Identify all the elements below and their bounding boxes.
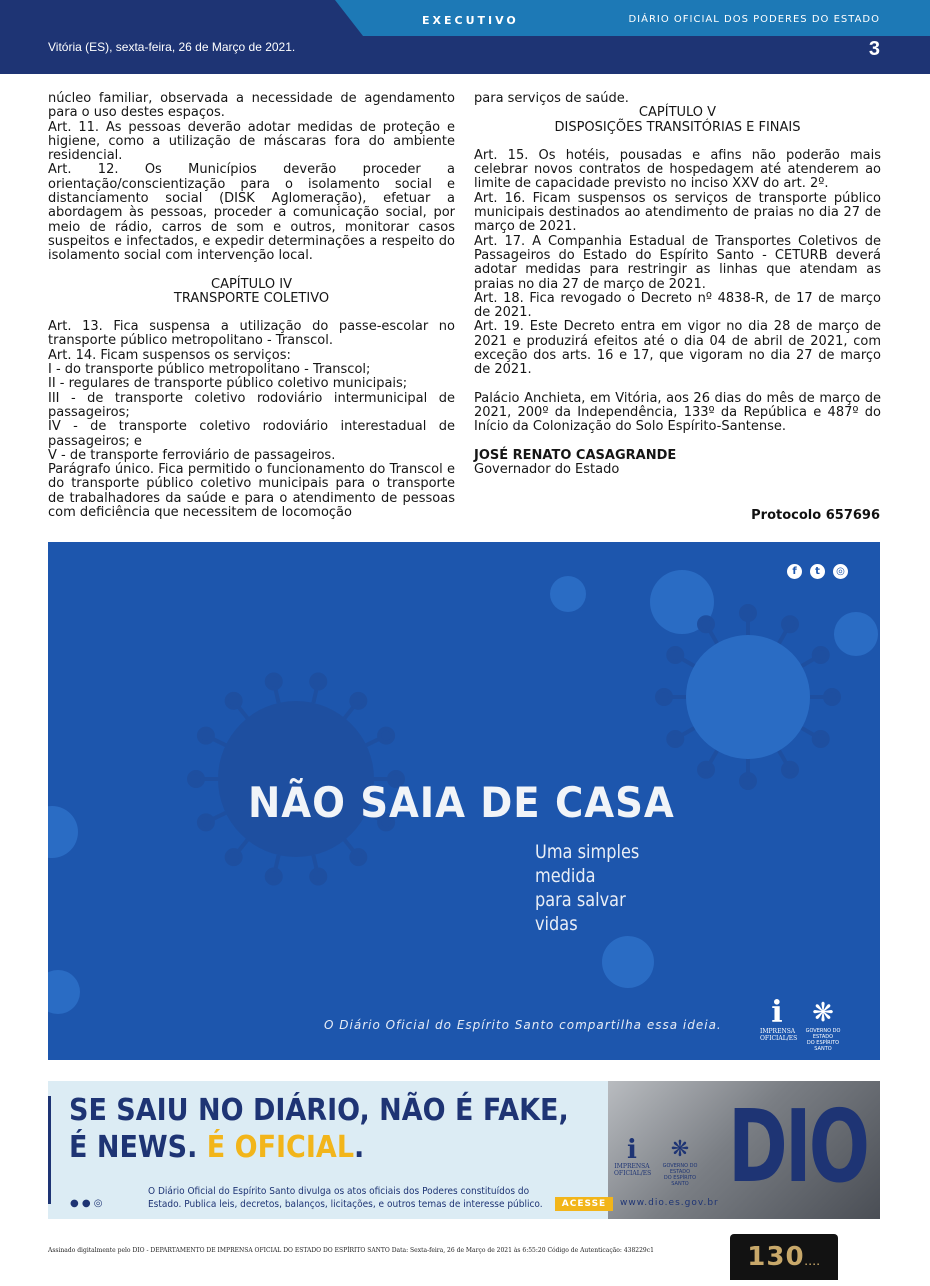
- covid-banner: [48, 542, 880, 1060]
- paragraph: Art. 11. As pessoas deverão adotar medidas de proteção e higiene, como a utilização de máscaras fora do ambiente residencial.: [48, 119, 455, 164]
- dio-banner-description: O Diário Oficial do Espírito Santo divulga os atos oficiais dos Poderes constituídos do Estado. Publica leis, decretos, balanços, licitações, e outros temas de interesse público.: [148, 1186, 543, 1210]
- chapter-heading: TRANSPORTE COLETIVO: [173, 290, 330, 306]
- virus-spike-tip: [657, 690, 671, 704]
- banner-footer-text: O Diário Oficial do Espírito Santo compartilha essa ideia.: [324, 1018, 722, 1032]
- virus-spike-tip: [189, 772, 203, 786]
- facebook-icon[interactable]: f: [787, 564, 802, 579]
- paragraph: Art. 14. Ficam suspensos os serviços:: [48, 347, 291, 363]
- header-section-label: EXECUTIVO: [422, 14, 519, 27]
- paragraph: V - de transporte ferroviário de passageiros.: [48, 447, 336, 463]
- paragraph: Art. 16. Ficam suspensos os serviços de transporte público municipais destinados ao atendimento de praias no dia 27 de março de 2021.: [474, 190, 881, 235]
- imprensa-oficial-logo: i IMPRENSA OFICIAL/ES: [760, 995, 798, 1042]
- governo-es-logo: ❋ GOVERNO DO ESTADO DO ESPÍRITO SANTO: [662, 1137, 698, 1187]
- authentication-footer: Assinado digitalmente pelo DIO - DEPARTAMENTO DE IMPRENSA OFICIAL DO ESTADO DO ESPÍRITO SANTO Data: Sexta-feira, 26 de Março de 2021 às 6:55:20 Código de Autenticação: 438229c1: [48, 1247, 654, 1254]
- virus-spike-tip: [783, 763, 797, 777]
- header-publication-name: DIÁRIO OFICIAL DOS PODERES DO ESTADO: [628, 14, 880, 25]
- paragraph: Parágrafo único. Fica permitido o funcionamento do Transcol e do transporte público coletivo municipais para o transporte de trabalhadores da saúde e para o atendimento de pessoas com deficiência que necessitem de locomoção: [48, 462, 455, 521]
- header-date: Vitória (ES), sexta-feira, 26 de Março de 2021.: [48, 40, 296, 54]
- paragraph-gap: [48, 306, 455, 320]
- left-text-column: [48, 92, 455, 520]
- twitter-icon[interactable]: t: [810, 564, 825, 579]
- right-text-column: [474, 92, 881, 477]
- virus-spike-tip: [351, 694, 365, 708]
- virus-spike-tip: [668, 732, 682, 746]
- protocol-number: Protocolo 657696: [751, 508, 880, 523]
- dio-banner-headline-1: SE SAIU NO DIÁRIO, NÃO É FAKE,: [69, 1093, 569, 1128]
- dio-banner-social-icons[interactable]: ● ● ◎: [70, 1198, 103, 1209]
- paragraph: Palácio Anchieta, em Vitória, aos 26 dias do mês de março de 2021, 200º da Independência, 133º da República e 487º do Início da Colonização do Solo Espírito-Santense.: [474, 390, 881, 435]
- paragraph: núcleo familiar, observada a necessidade de agendamento para o uso destes espaços.: [48, 91, 455, 121]
- chapter-heading: DISPOSIÇÕES TRANSITÓRIAS E FINAIS: [554, 119, 801, 135]
- virus-spike-tip: [699, 617, 713, 631]
- paragraph-gap: [474, 435, 881, 449]
- virus-spike-tip: [668, 648, 682, 662]
- paragraph: IV - de transporte coletivo rodoviário interestadual de passageiros; e: [48, 419, 455, 449]
- virus-spike-tip: [814, 732, 828, 746]
- paragraph: Art. 19. Este Decreto entra em vigor no dia 28 de março de 2021 e produzirá efeitos até o dia 04 de abril de 2021, com exceção dos arts. 16 e 17, que vigoram no dia 27 de março de 2021.: [474, 319, 881, 378]
- paragraph: Governador do Estado: [474, 461, 620, 477]
- paragraph: Art. 15. Os hotéis, pousadas e afins não poderão mais celebrar novos contratos de hospedagem até atenderem ao limite de capacidade previsto no inciso XXV do art. 2º.: [474, 147, 881, 192]
- governo-es-logo: ❋ GOVERNO DO ESTADO DO ESPÍRITO SANTO: [805, 998, 841, 1052]
- virus-spike-tip: [699, 763, 713, 777]
- virus-spike-tip: [783, 617, 797, 631]
- virus-spike-tip: [825, 690, 839, 704]
- virus-spike-tip: [741, 774, 755, 788]
- paragraph-gap: [474, 378, 881, 392]
- virus-spike-tip: [379, 729, 393, 743]
- signatory-name: JOSÉ RENATO CASAGRANDE: [474, 447, 677, 463]
- paragraph-gap: [48, 264, 455, 278]
- virus-spike-tip: [227, 850, 241, 864]
- page-number: 3: [868, 38, 880, 60]
- paragraph: Art. 17. A Companhia Estadual de Transportes Coletivos de Passageiros do Estado do Espírito Santo - CETURB deverá adotar medidas para restringir as linhas que atendam as praias no dia 27 de março de 2021.: [474, 233, 881, 292]
- virus-spike-tip: [227, 694, 241, 708]
- banner-subtitle: Uma simples medida para salvar vidas: [535, 841, 640, 935]
- virus-spike-tip: [741, 606, 755, 620]
- virus-spike-tip: [267, 869, 281, 883]
- acesse-button[interactable]: ACESSE: [555, 1197, 613, 1211]
- chapter-heading: CAPÍTULO IV: [211, 276, 292, 292]
- instagram-icon[interactable]: ◎: [833, 564, 848, 579]
- chapter-heading: CAPÍTULO V: [638, 105, 717, 121]
- virus-spike-tip: [311, 869, 325, 883]
- dio-banner[interactable]: [48, 1081, 880, 1219]
- banner-accent-bar: [48, 1096, 51, 1204]
- imprensa-oficial-logo: i IMPRENSA OFICIAL/ES: [614, 1135, 652, 1177]
- virus-spike-tip: [814, 648, 828, 662]
- virus-spike-tip: [199, 729, 213, 743]
- virus-spike-tip: [199, 815, 213, 829]
- dio-banner-headline-2: É NEWS. É OFICIAL.: [69, 1130, 365, 1165]
- paragraph: para serviços de saúde.: [474, 91, 629, 106]
- paragraph: III - de transporte coletivo rodoviário intermunicipal de passageiros;: [48, 390, 455, 420]
- dio-url-link[interactable]: www.dio.es.gov.br: [620, 1198, 719, 1208]
- paragraph: I - do transporte público metropolitano - Transcol;: [48, 362, 371, 378]
- paragraph: II - regulares de transporte público coletivo municipais;: [48, 376, 408, 392]
- paragraph: Art. 13. Fica suspensa a utilização do passe-escolar no transporte público metropolitano - Transcol.: [48, 319, 455, 349]
- paragraph-gap: [474, 135, 881, 149]
- dio-brand-logo: DIO: [728, 1088, 868, 1205]
- 130-years-badge: 130....: [730, 1234, 838, 1280]
- virus-spike-tip: [311, 675, 325, 689]
- paragraph: Art. 12. Os Municípios deverão proceder a orientação/conscientização para o isolamento social e distanciamento social (DISK Aglomeração), efetuar a abordagem às pessoas, proceder a comunicação social, por meio de rádio, carros de som e outros, monitorar casos suspeitos e infectados, e expedir determinações a respeito do isolamento social com intervenção local.: [48, 162, 455, 264]
- virus-spike-tip: [351, 850, 365, 864]
- virus-spike-tip: [267, 675, 281, 689]
- paragraph: Art. 18. Fica revogado o Decreto nº 4838-R, de 17 de março de 2021.: [474, 290, 881, 321]
- banner-title: NÃO SAIA DE CASA: [248, 778, 675, 827]
